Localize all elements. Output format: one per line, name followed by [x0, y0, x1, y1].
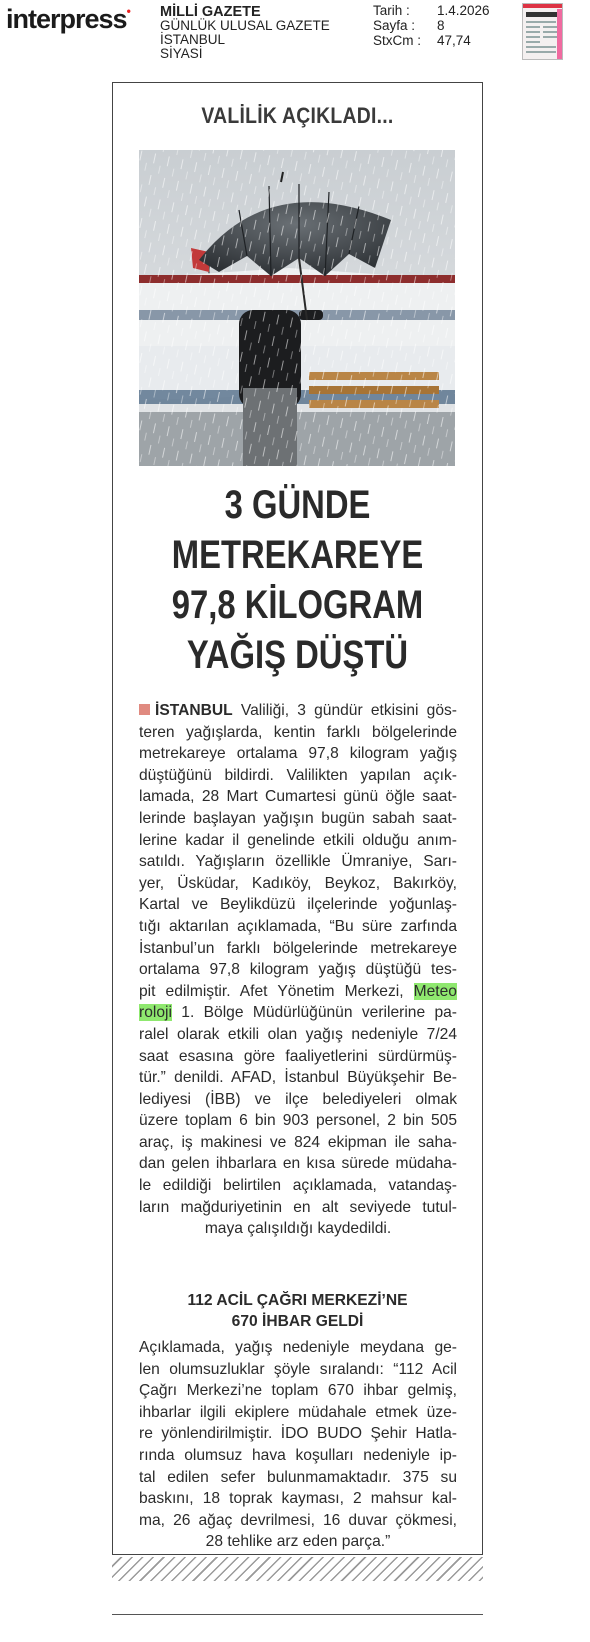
publication-info	[160, 5, 330, 61]
text-line: ralel olarak etkili olan yağış nedeniyle 7/24	[139, 1025, 457, 1043]
text-line: ortalama 97,8 kilogram yağış düştüğü tes-	[139, 961, 457, 979]
meta-page: Sayfa : 8	[373, 18, 445, 33]
text-line: lerine kadar il genelinde etkili olduğu anım-	[139, 831, 457, 849]
text-line: düştüğünü bildirdi. Valilikten yapılan açık-	[139, 766, 457, 784]
headline-line: 3 GÜNDE	[224, 483, 371, 527]
text-line: pit edilmiştir. Afet Yönetim Merkezi, Meteo	[139, 982, 457, 1000]
meta-stxcm: StxCm : 47,74	[373, 33, 471, 48]
page-thumbnail[interactable]	[522, 3, 563, 60]
text-line: roloji 1. Bölge Müdürlüğünün verilerine pa-	[139, 1004, 457, 1022]
text-line: saat esasına göre faaliyetlerini sürdürmüş-	[139, 1047, 457, 1065]
text-line: len olumsuzluklar şöyle sıralandı: “112 Acil	[139, 1360, 457, 1378]
text-line: le edildiği belirtilen açıklamada, vatandaş-	[139, 1177, 457, 1195]
text-line: lediyesi (İBB) ve ilçe belediyeleri olmak	[139, 1090, 457, 1108]
text-line: ların mağduriyetinin en alt seviyede tutul-	[139, 1198, 457, 1216]
text-line: İSTANBUL Valiliği, 3 gündür etkisini gös-	[139, 700, 457, 722]
text-line: tal edilen sefer bulunmamaktadır. 375 su	[139, 1468, 457, 1486]
text-line: Kartal ve Beylikdüzü ilçelerinde yoğunlaş-	[139, 896, 457, 914]
article-subhead	[112, 1290, 483, 1332]
text-line: Çağrı Merkezi’ne toplam 670 ihbar gelmiş,	[139, 1382, 457, 1400]
text-line: baskını, 18 toprak kayması, 2 mahsur kal-	[139, 1490, 457, 1508]
text-line: araç, iş makinesi ve 824 ekipman ile saha-	[139, 1133, 457, 1151]
publication-city: İSTANBUL	[160, 32, 226, 47]
rain-umbrella-photo	[139, 150, 455, 466]
subhead-line: 112 ACİL ÇAĞRI MERKEZİ’NE	[187, 1292, 408, 1309]
interpress-logo: interpress•	[6, 4, 130, 34]
text-line: metrekareye ortalama 97,8 kilogram yağış	[139, 745, 457, 763]
text-line: rında olumsuz hava koşulları nedeniyle ip-	[139, 1446, 457, 1464]
clipping-bottom-hatch	[112, 1557, 483, 1581]
bullet-square-icon	[139, 704, 150, 715]
headline-line: 97,8 KİLOGRAM	[171, 583, 424, 627]
article-paragraph-1	[139, 700, 457, 1240]
text-line: ihbarlar ilgili ekiplere müdahale etmek üze-	[139, 1403, 457, 1421]
text-line: satıldı. Yağışların özellikle Ümraniye, Sarı-	[139, 853, 457, 871]
text-line: Açıklamada, yağış nedeniyle meydana ge-	[139, 1339, 457, 1356]
text-line: lerinde başlayan yağışın bugün sabah saat-	[139, 809, 457, 827]
text-line: İstanbul’un farklı bölgelerinde metrekareye	[139, 939, 457, 957]
text-line: teren yağışlarda, kentin farklı bölgelerinde	[139, 723, 457, 741]
text-line: üzere toplam 6 bin 903 personel, 2 bin 505	[139, 1112, 457, 1130]
publication-category: SİYASİ	[160, 46, 203, 61]
subhead-line: 670 İHBAR GELDİ	[231, 1313, 364, 1330]
page-divider	[112, 1614, 483, 1615]
lead-word: İSTANBUL	[155, 702, 233, 719]
headline-line: YAĞIŞ DÜŞTÜ	[186, 633, 409, 677]
highlighted-word: Meteo	[413, 982, 457, 1000]
article-kicker: VALİLİK AÇIKLADI...	[201, 103, 394, 128]
text-line: lamada, 28 Mart Cumartesi günü öğle saat-	[139, 788, 457, 806]
clipping-meta	[373, 3, 490, 48]
publication-name: MİLLİ GAZETE	[160, 4, 261, 20]
publication-type: GÜNLÜK ULUSAL GAZETE	[160, 18, 330, 33]
text-line: tür.” denildi. AFAD, İstanbul Büyükşehir Be-	[139, 1069, 457, 1087]
text-line: ma, 26 ağaç devrilmesi, 16 duvar çökmesi,	[139, 1511, 457, 1529]
headline-line: METREKAREYE	[171, 533, 424, 577]
text-line: maya çalışıldığı kaydedildi.	[204, 1220, 392, 1238]
text-line: yer, Üsküdar, Kadıköy, Beykoz, Bakırköy,	[139, 874, 457, 892]
article-paragraph-2	[139, 1337, 457, 1553]
text-line: tığı aktarılan açıklamada, “Bu süre zarfında	[139, 917, 457, 935]
text-line: dan gelen ihbarlara en kısa sürede müdaha-	[139, 1155, 457, 1173]
article-headline	[145, 480, 449, 680]
highlighted-word: roloji	[139, 1004, 172, 1022]
meta-date: Tarih : 1.4.2026	[373, 3, 490, 18]
text-line: re yönlendirilmiştir. İDO BUDO Şehir Hatla-	[139, 1425, 457, 1443]
text-line: 28 tehlike arz eden parça.”	[205, 1533, 391, 1551]
